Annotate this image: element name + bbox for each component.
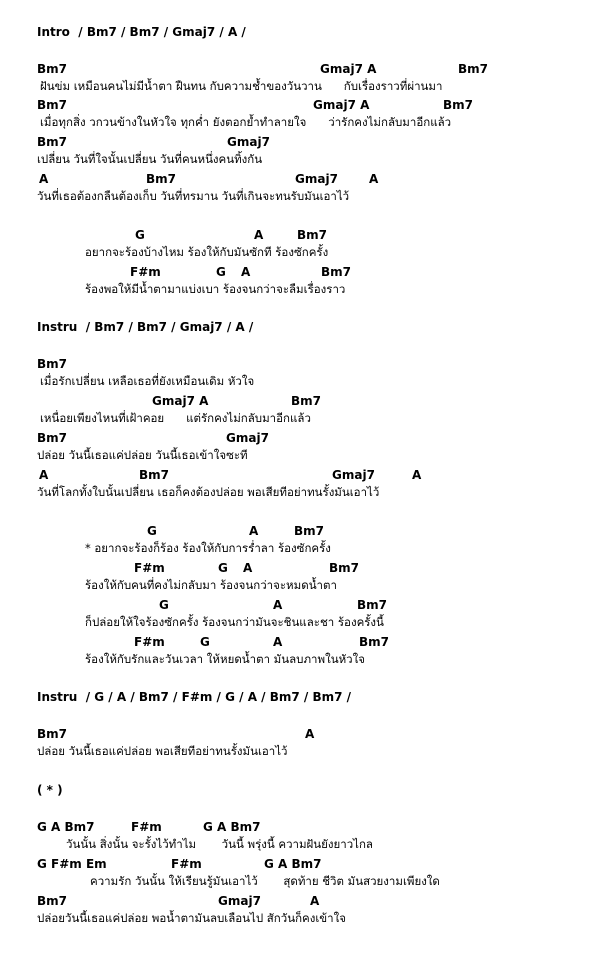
lyric-line: อยากจะร้องบ้างไหม ร้องให้กับมันซักที ร้องซักครั้ง (85, 245, 329, 259)
chord: A (249, 524, 259, 538)
chord: Bm7 (37, 727, 67, 741)
chord: Gmaj7 A (313, 98, 370, 112)
chord: G A Bm7 (264, 857, 322, 871)
chord: F#m (134, 635, 165, 649)
chord: Gmaj7 (226, 431, 269, 445)
chord: A (305, 727, 315, 741)
chord: Gmaj7 A (152, 394, 209, 408)
lyric-line: ร้องให้กับรักและวันเวลา ให้หยดน้ำตา มันลบภาพในหัวใจ (85, 652, 365, 666)
chord: Bm7 (37, 135, 67, 149)
instru-line: Instru / G / A / Bm7 / F#m / G / A / Bm7 / Bm7 / (37, 690, 352, 704)
chord: G (159, 598, 169, 612)
chord: G (147, 524, 157, 538)
chord: Gmaj7 (332, 468, 375, 482)
chord: G A Bm7 (37, 820, 95, 834)
chord: Gmaj7 A (320, 62, 377, 76)
chord: A (254, 228, 264, 242)
chord: G (200, 635, 210, 649)
chord: Bm7 (37, 431, 67, 445)
chord: Gmaj7 (227, 135, 270, 149)
chord: Bm7 (443, 98, 473, 112)
lyric-line: เหนื่อยเพียงไหนที่เฝ้าคอย แต่รักคงไม่กลับมาอีกแล้ว (40, 411, 311, 425)
lyric-line: วันที่เธอต้องกลืนต้องเก็บ วันที่ทรมาน วันที่เกินจะทนรับมันเอาไว้ (37, 189, 350, 203)
repeat-marker: ( * ) (37, 783, 63, 797)
chord: A (412, 468, 422, 482)
lyric-line: ร้องให้กับคนที่คงไม่กลับมา ร้องจนกว่าจะหมดน้ำตา (85, 578, 337, 592)
chord: Bm7 (139, 468, 169, 482)
instru-line: Instru / Bm7 / Bm7 / Gmaj7 / A / (37, 320, 254, 334)
chord: G (216, 265, 226, 279)
chord: A (241, 265, 251, 279)
intro-line: Intro / Bm7 / Bm7 / Gmaj7 / A / (37, 25, 246, 39)
chord: G (135, 228, 145, 242)
chord: Bm7 (329, 561, 359, 575)
chord: F#m (131, 820, 162, 834)
chord: F#m (134, 561, 165, 575)
lyric-line: ฝันข่ม เหมือนคนไม่มีน้ำตา ฝืนทน กับความช้ำของวันวาน กับเรื่องราวที่ผ่านมา (40, 79, 443, 93)
lyric-line: ร้องพอให้มีน้ำตามาแบ่งเบา ร้องจนกว่าจะลืมเรื่องราว (85, 282, 346, 296)
chord: Gmaj7 (295, 172, 338, 186)
chord: Bm7 (146, 172, 176, 186)
lyric-line: วันนั้น สิ่งนั้น จะรั้งไว้ทำไม วันนี้ พรุ่งนี้ ความฝันยังยาวไกล (66, 837, 373, 851)
lyric-line: ปล่อย วันนี้เธอแค่ปล่อย วันนี้เธอเข้าใจซะที (37, 448, 248, 462)
chord: G F#m Em (37, 857, 107, 871)
chord: A (39, 172, 49, 186)
lyric-line: ก็ปล่อยให้ใจร้องซักครั้ง ร้องจนกว่ามันจะชินและชา ร้องครั้งนี้ (85, 615, 384, 629)
chord: Bm7 (37, 62, 67, 76)
chord: Gmaj7 (218, 894, 261, 908)
chord: Bm7 (297, 228, 327, 242)
chord: G A Bm7 (203, 820, 261, 834)
lyric-line: * อยากจะร้องก็ร้อง ร้องให้กับการร่ำลา ร้องซักครั้ง (85, 541, 331, 555)
chord: Bm7 (458, 62, 488, 76)
lyric-line: ปล่อย วันนี้เธอแค่ปล่อย พอเสียทีอย่าทนรั้งมันเอาไว้ (37, 744, 288, 758)
lyric-line: ปล่อยวันนี้เธอแค่ปล่อย พอน้ำตามันลบเลือนไป สักวันก็คงเข้าใจ (37, 911, 346, 925)
chord: Bm7 (37, 894, 67, 908)
chord: Bm7 (37, 357, 67, 371)
lyric-line: เมื่อทุกสิ่ง วกวนข้างในหัวใจ ทุกค่ำ ยังตอกย้ำทำลายใจ ว่ารักคงไม่กลับมาอีกแล้ว (40, 115, 452, 129)
chord: Bm7 (291, 394, 321, 408)
chord: A (243, 561, 253, 575)
lyric-line: เมื่อรักเปลี่ยน เหลือเธอที่ยังเหมือนเดิม หัวใจ (40, 374, 255, 388)
lyric-line: ความรัก วันนั้น ให้เรียนรู้มันเอาไว้ สุดท้าย ชีวิต มันสวยงามเพียงใด (90, 874, 440, 888)
lyric-line: เปลี่ยน วันที่ใจนั้นเปลี่ยน วันที่คนหนึ่งคนทิ้งกัน (37, 152, 263, 166)
chord: F#m (171, 857, 202, 871)
chord: Bm7 (37, 98, 67, 112)
chord: A (273, 598, 283, 612)
chord: A (39, 468, 49, 482)
chord: A (273, 635, 283, 649)
chord: Bm7 (359, 635, 389, 649)
chord: Bm7 (294, 524, 324, 538)
chord: F#m (130, 265, 161, 279)
chord: A (310, 894, 320, 908)
chord: Bm7 (357, 598, 387, 612)
chord: G (218, 561, 228, 575)
lyric-line: วันที่โลกทั้งใบนั้นเปลี่ยน เธอก็คงต้องปล่อย พอเสียทีอย่าทนรั้งมันเอาไว้ (37, 485, 380, 499)
chord: Bm7 (321, 265, 351, 279)
chord: A (369, 172, 379, 186)
